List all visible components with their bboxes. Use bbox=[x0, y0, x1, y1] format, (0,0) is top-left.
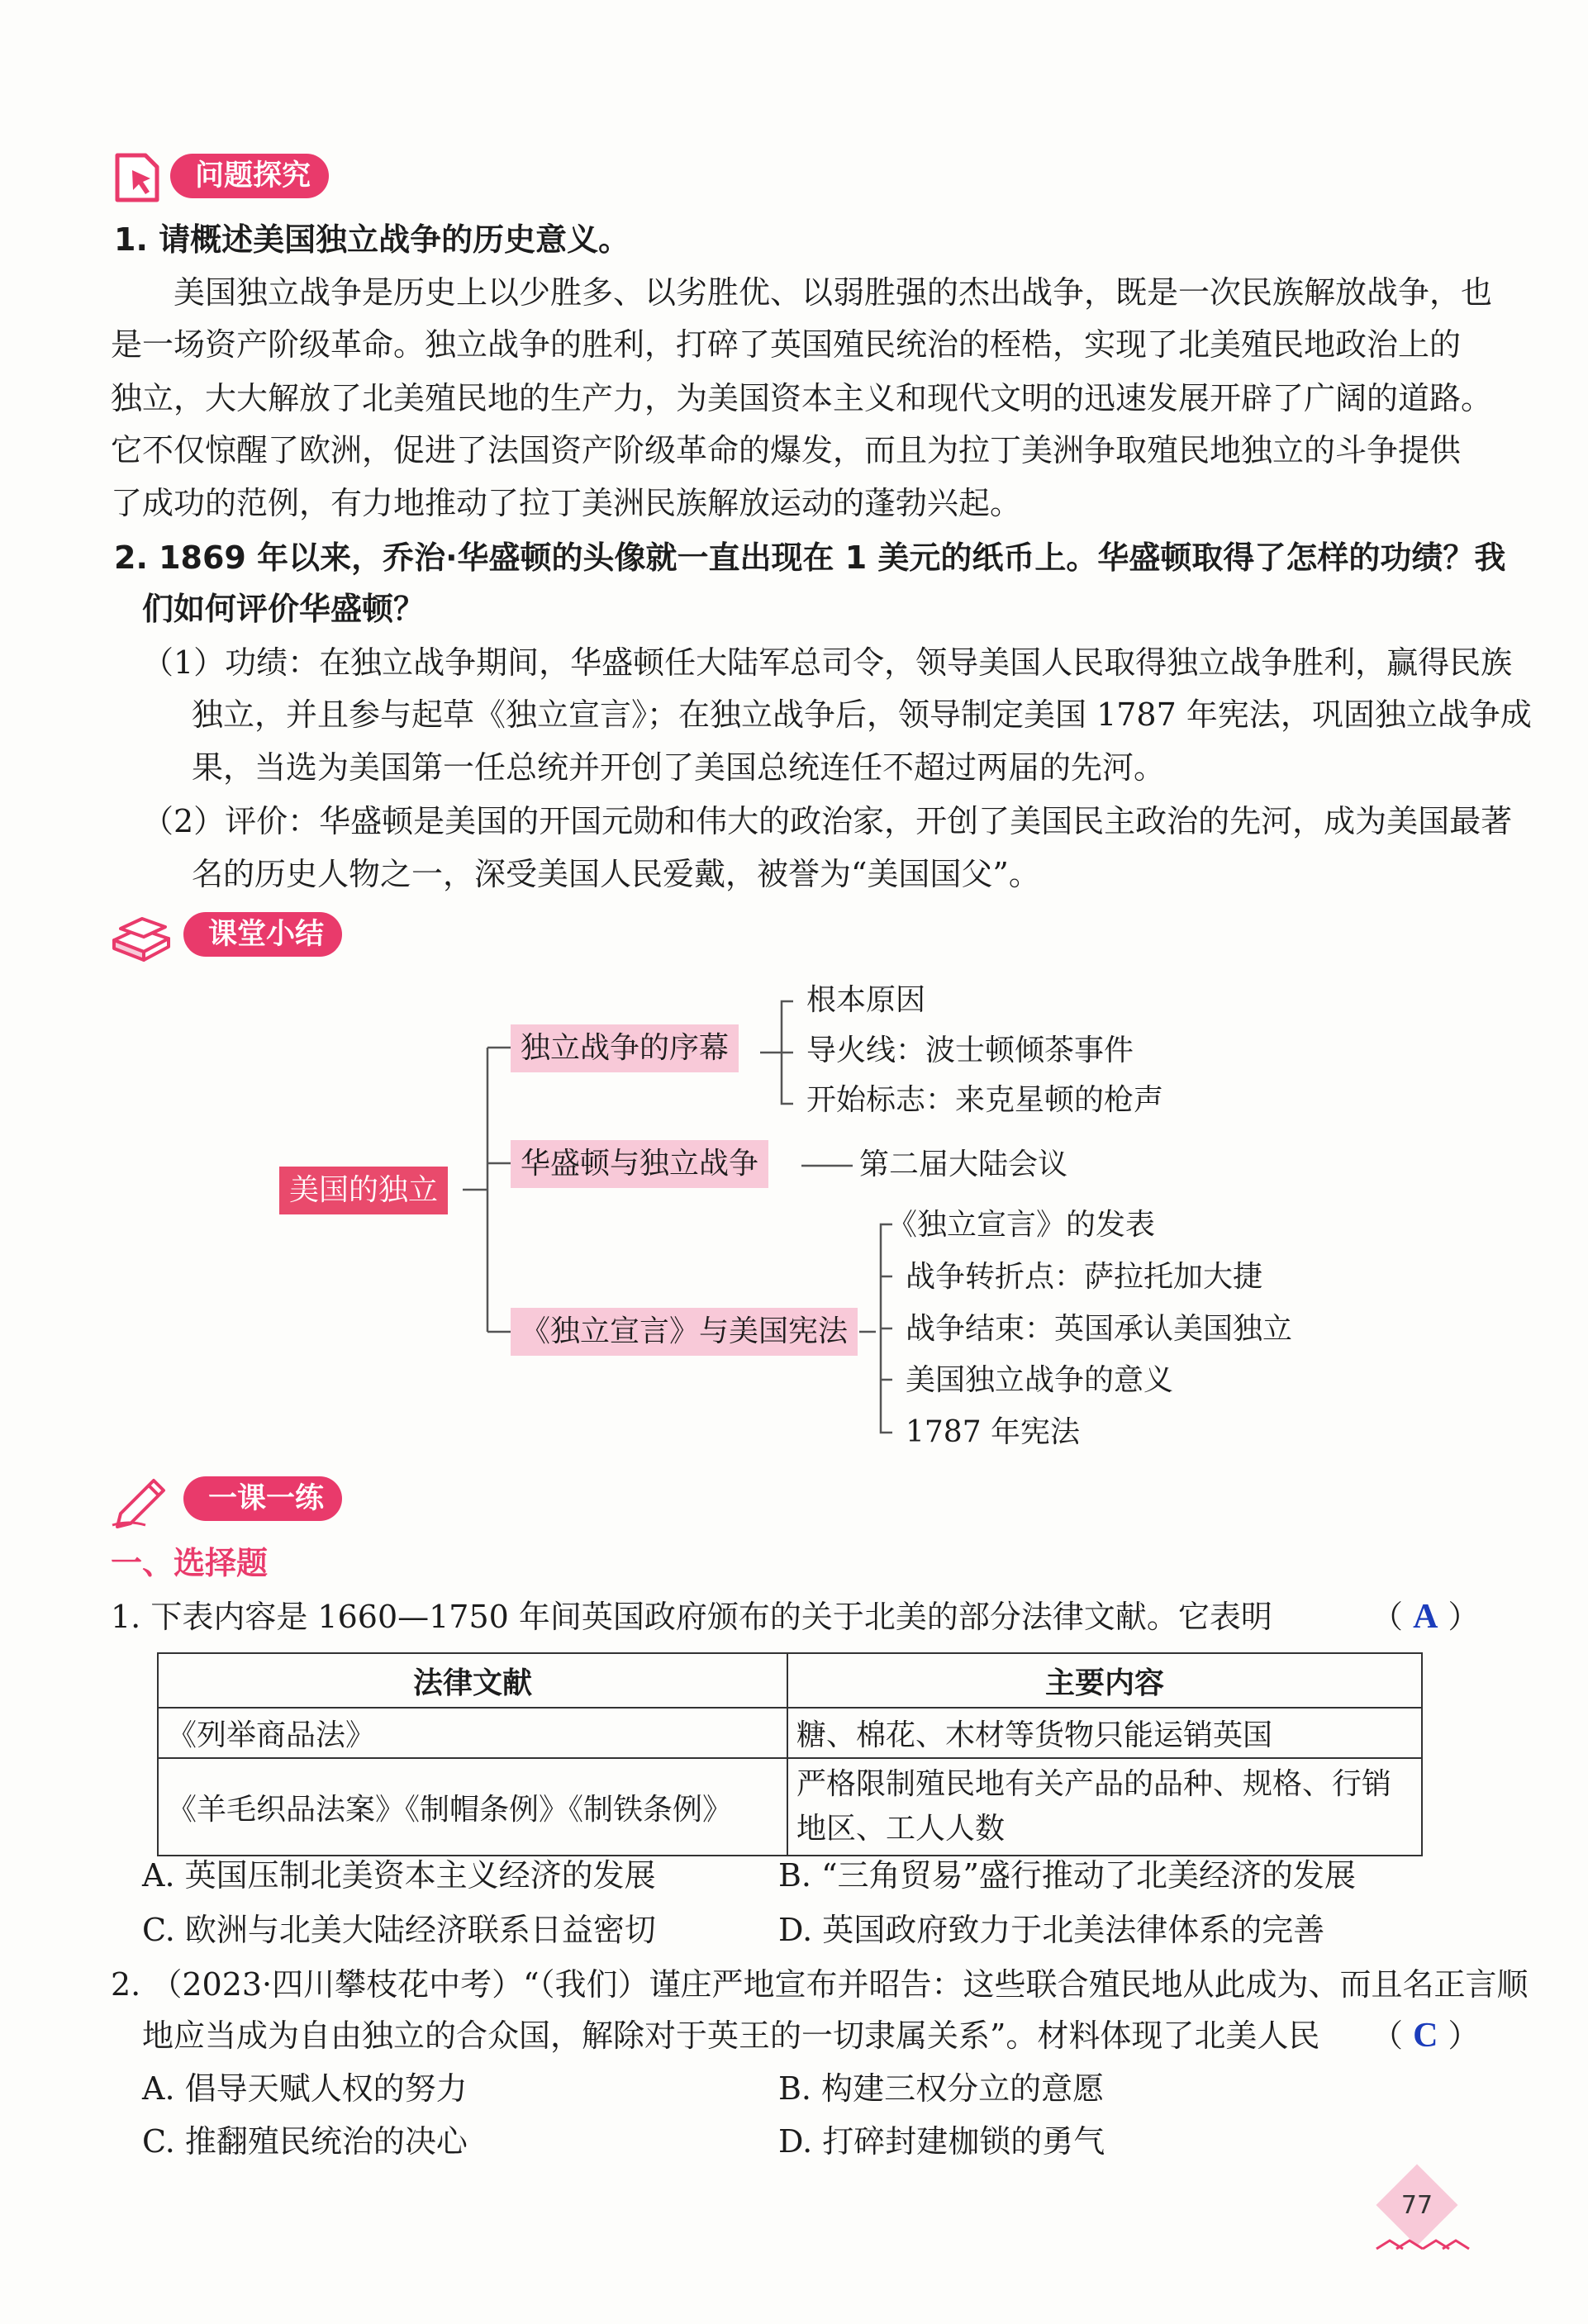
section-header-summary: 课堂小结 bbox=[183, 912, 342, 957]
section-header-practice: 一课一练 bbox=[183, 1476, 342, 1521]
mc2-stem-line-1: 2. （2023·四川攀枝花中考）“（我们）谨庄严地宣布并昭告：这些联合殖民地从此成为、而且名正言顺 bbox=[111, 1966, 1529, 2003]
mindmap-leaf-trigger: 导火线：波士顿倾茶事件 bbox=[806, 1034, 1134, 1067]
mindmap-leaf-turning-point: 战争转折点：萨拉托加大捷 bbox=[906, 1260, 1263, 1294]
answer-2-line-5: 名的历史人物之一，深受美国人民爱戴，被誉为“美国国父”。 bbox=[192, 856, 1040, 892]
law-table bbox=[157, 1652, 1423, 1856]
mc2-paren-open: （ bbox=[1372, 2017, 1404, 2054]
mc2-option-b[interactable]: B. 构建三权分立的意愿 bbox=[778, 2070, 1105, 2107]
mc1-paren-close: ） bbox=[1448, 1599, 1480, 1635]
mindmap-branch-declaration: 《独立宣言》与美国宪法 bbox=[511, 1308, 858, 1356]
answer-2-line-2: 独立，并且参与起草《独立宣言》；在独立战争后，领导制定美国 1787 年宪法，巩固独立战争成 bbox=[192, 696, 1532, 733]
law-table-cell: 《列举商品法》 bbox=[158, 1708, 787, 1758]
page-chevrons-icon bbox=[1372, 2231, 1471, 2255]
mc1-option-c[interactable]: C. 欧洲与北美大陆经济联系日益密切 bbox=[142, 1912, 656, 1948]
mc2-answer: C bbox=[1413, 2017, 1438, 2055]
question-1: 1. 请概述美国独立战争的历史意义。 bbox=[114, 221, 630, 258]
mindmap-branch-washington: 华盛顿与独立战争 bbox=[511, 1140, 768, 1188]
mc2-option-c[interactable]: C. 推翻殖民统治的决心 bbox=[142, 2123, 468, 2160]
law-table-cell: 糖、棉花、木材等货物只能运销英国 bbox=[787, 1708, 1422, 1758]
mc2-option-d[interactable]: D. 打碎封建枷锁的勇气 bbox=[778, 2123, 1105, 2160]
question-2-line-1: 2. 1869 年以来，乔治·华盛顿的头像就一直出现在 1 美元的纸币上。华盛顿取得了怎样的功绩？我 bbox=[114, 539, 1506, 576]
mindmap-leaf-start: 开始标志：来克星顿的枪声 bbox=[806, 1083, 1164, 1117]
mindmap-leaf-congress: 第二届大陆会议 bbox=[859, 1148, 1068, 1181]
mindmap-root: 美国的独立 bbox=[279, 1167, 448, 1214]
mc1-option-b[interactable]: B. “三角贸易”盛行推动了北美经济的发展 bbox=[778, 1857, 1356, 1894]
choice-section-title: 一、选择题 bbox=[111, 1545, 269, 1581]
answer-1-line-4: 它不仅惊醒了欧洲，促进了法国资产阶级革命的爆发，而且为拉丁美洲争取殖民地独立的斗争提供 bbox=[111, 432, 1462, 468]
section-header-explore: 问题探究 bbox=[170, 154, 329, 198]
mc1-answer-bracket bbox=[1372, 1590, 1480, 1643]
mc2-paren-close: ） bbox=[1448, 2017, 1480, 2054]
answer-2-line-1: （1）功绩：在独立战争期间，华盛顿任大陆军总司令，领导美国人民取得独立战争胜利，赢得民族 bbox=[142, 644, 1513, 681]
answer-1-line-5: 了成功的范例，有力地推动了拉丁美洲民族解放运动的蓬勃兴起。 bbox=[111, 485, 1022, 521]
mc2-answer-bracket bbox=[1372, 2009, 1480, 2062]
answer-1-line-3: 独立，大大解放了北美殖民地的生产力，为美国资本主义和现代文明的迅速发展开辟了广阔的道路。 bbox=[111, 380, 1493, 416]
mc2-stem-line-2: 地应当成为自由独立的合众国，解除对于英王的一切隶属关系”。材料体现了北美人民 bbox=[142, 2017, 1320, 2054]
mc2-option-a[interactable]: A. 倡导天赋人权的努力 bbox=[142, 2070, 468, 2107]
mc1-answer: A bbox=[1413, 1598, 1438, 1636]
law-table-cell: 《羊毛织品法案》《制帽条例》《制铁条例》 bbox=[158, 1758, 787, 1856]
mindmap-leaf-significance: 美国独立战争的意义 bbox=[906, 1363, 1174, 1397]
law-table-cell-line: 地区、工人人数 bbox=[796, 1812, 1006, 1846]
law-table-header-content: 主要内容 bbox=[787, 1653, 1422, 1708]
mc1-option-a[interactable]: A. 英国压制北美资本主义经济的发展 bbox=[142, 1857, 656, 1894]
mindmap-leaf-root-cause: 根本原因 bbox=[806, 983, 926, 1017]
mindmap-leaf-constitution: 1787 年宪法 bbox=[906, 1415, 1081, 1449]
mc1-stem: 1. 下表内容是 1660—1750 年间英国政府颁布的关于北美的部分法律文献。它表明 bbox=[111, 1599, 1272, 1635]
answer-2-line-3: 果，当选为美国第一任总统并开创了美国总统连任不超过两届的先河。 bbox=[192, 749, 1166, 786]
mc1-paren-open: （ bbox=[1372, 1599, 1404, 1635]
law-table-cell-line: 严格限制殖民地有关产品的品种、规格、行销 bbox=[796, 1767, 1392, 1801]
mindmap-leaf-declaration: 《独立宣言》的发表 bbox=[887, 1208, 1156, 1242]
question-2-line-2: 们如何评价华盛顿？ bbox=[142, 591, 426, 627]
mc1-option-d[interactable]: D. 英国政府致力于北美法律体系的完善 bbox=[778, 1912, 1325, 1948]
answer-1-line-1: 美国独立战争是历史上以少胜多、以劣胜优、以弱胜强的杰出战争，既是一次民族解放战争，也 bbox=[174, 274, 1493, 311]
answer-2-line-4: （2）评价：华盛顿是美国的开国元勋和伟大的政治家，开创了美国民主政治的先河，成为美国最著 bbox=[142, 803, 1513, 839]
page-number: 77 bbox=[1400, 2191, 1433, 2220]
law-table-header-document: 法律文献 bbox=[158, 1653, 787, 1708]
law-table-cell-multiline bbox=[787, 1758, 1422, 1856]
mindmap-leaf-war-end: 战争结束：英国承认美国独立 bbox=[906, 1312, 1293, 1346]
answer-1-line-2: 是一场资产阶级革命。独立战争的胜利，打碎了英国殖民统治的桎梏，实现了北美殖民地政治上的 bbox=[111, 326, 1462, 363]
pencil-icon bbox=[109, 1471, 167, 1528]
mindmap-branch-prelude: 独立战争的序幕 bbox=[511, 1024, 739, 1072]
